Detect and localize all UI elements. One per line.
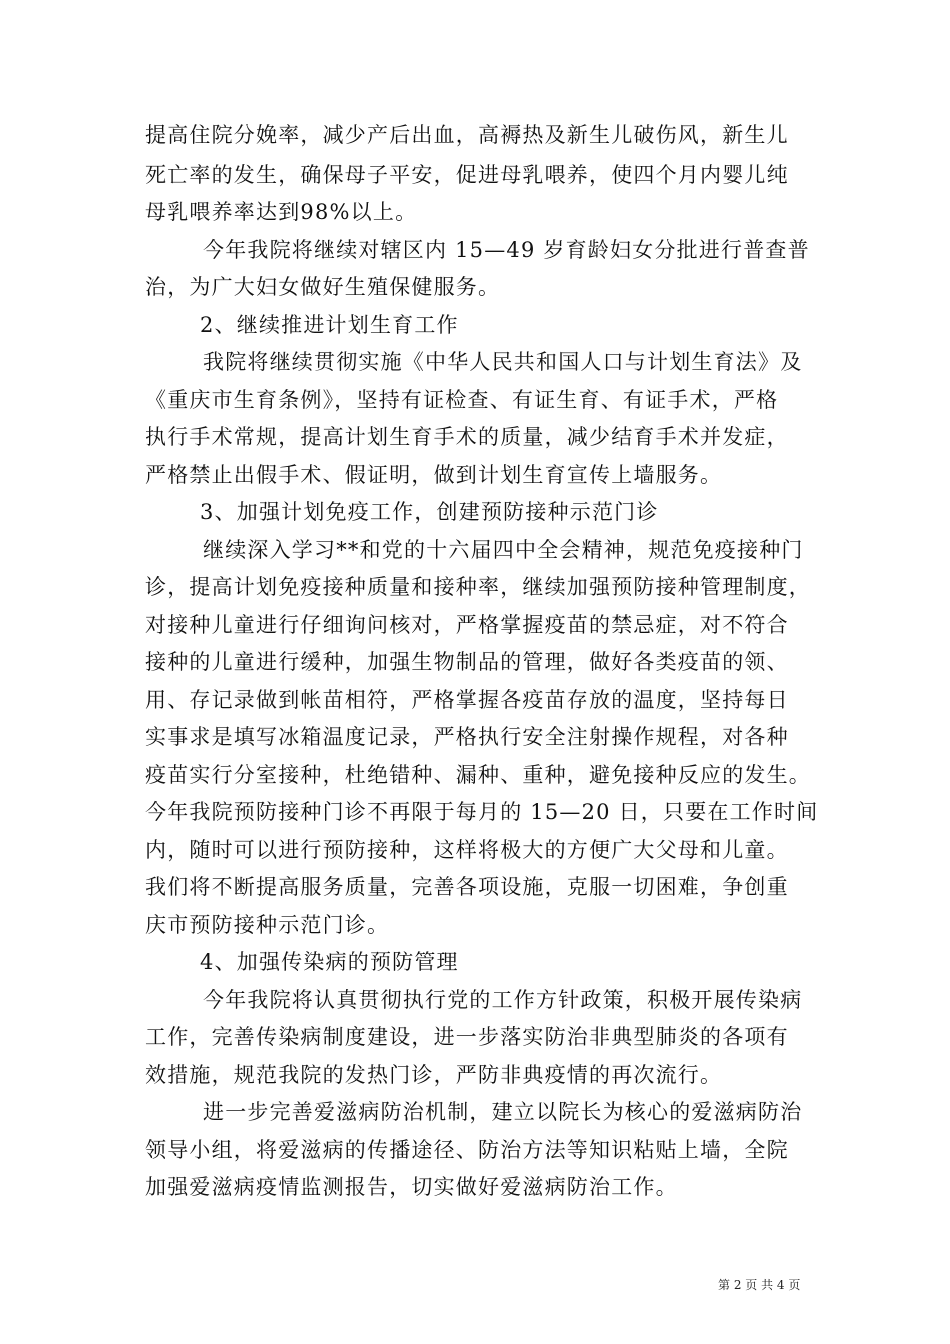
- text-line: 领导小组，将爱滋病的传播途径、防治方法等知识粘贴上墙，全院: [145, 1138, 789, 1162]
- text-line: 接种的儿童进行缓种，加强生物制品的管理，做好各类疫苗的领、: [145, 650, 789, 674]
- section-heading: 3、加强计划免疫工作，创建预防接种示范门诊: [200, 500, 659, 524]
- text-line: 严格禁止出假手术、假证明，做到计划生育宣传上墙服务。: [145, 463, 723, 487]
- text-line: 死亡率的发生，确保母子平安，促进母乳喂养，使四个月内婴儿纯: [145, 163, 789, 187]
- text-line: 今年我院将继续对辖区内 15—49 岁育龄妇女分批进行普查普: [203, 238, 810, 262]
- text-line: 进一步完善爱滋病防治机制，建立以院长为核心的爱滋病防治: [203, 1100, 803, 1124]
- text-line: 执行手术常规，提高计划生育手术的质量，减少结育手术并发症，: [145, 425, 789, 449]
- text-line: 母乳喂养率达到98%以上。: [145, 200, 418, 224]
- text-line: 诊，提高计划免疫接种质量和接种率，继续加强预防接种管理制度，: [145, 575, 811, 599]
- page-number: 第 2 页 共 4 页: [718, 1278, 801, 1292]
- text-line: 内，随时可以进行预防接种，这样将极大的方便广大父母和儿童。: [145, 838, 789, 862]
- text-line: 效措施，规范我院的发热门诊，严防非典疫情的再次流行。: [145, 1063, 723, 1087]
- text-line: 加强爱滋病疫情监测报告，切实做好爱滋病防治工作。: [145, 1175, 678, 1199]
- text-line: 《重庆市生育条例》，坚持有证检查、有证生育、有证手术，严格: [145, 388, 779, 412]
- text-line: 疫苗实行分室接种，杜绝错种、漏种、重种，避免接种反应的发生。: [145, 763, 811, 787]
- text-line: 我院将继续贯彻实施《中华人民共和国人口与计划生育法》及: [203, 350, 803, 374]
- text-line: 庆市预防接种示范门诊。: [145, 913, 390, 937]
- section-heading: 4、加强传染病的预防管理: [200, 950, 459, 974]
- text-line: 实事求是填写冰箱温度记录，严格执行安全注射操作规程，对各种: [145, 725, 789, 749]
- text-line: 治，为广大妇女做好生殖保健服务。: [145, 275, 501, 299]
- text-line: 我们将不断提高服务质量，完善各项设施，克服一切困难，争创重: [145, 875, 789, 899]
- text-line: 工作，完善传染病制度建设，进一步落实防治非典型肺炎的各项有: [145, 1025, 789, 1049]
- text-line: 提高住院分娩率，减少产后出血，高褥热及新生儿破伤风，新生儿: [145, 123, 789, 147]
- text-line: 今年我院将认真贯彻执行党的工作方针政策，积极开展传染病: [203, 988, 803, 1012]
- section-heading: 2、继续推进计划生育工作: [200, 313, 459, 337]
- text-line: 今年我院预防接种门诊不再限于每月的 15—20 日，只要在工作时间: [145, 800, 819, 824]
- text-line: 继续深入学习**和党的十六届四中全会精神，规范免疫接种门: [203, 538, 804, 562]
- text-line: 用、存记录做到帐苗相符，严格掌握各疫苗存放的温度，坚持每日: [145, 688, 789, 712]
- text-line: 对接种儿童进行仔细询问核对，严格掌握疫苗的禁忌症，对不符合: [145, 613, 789, 637]
